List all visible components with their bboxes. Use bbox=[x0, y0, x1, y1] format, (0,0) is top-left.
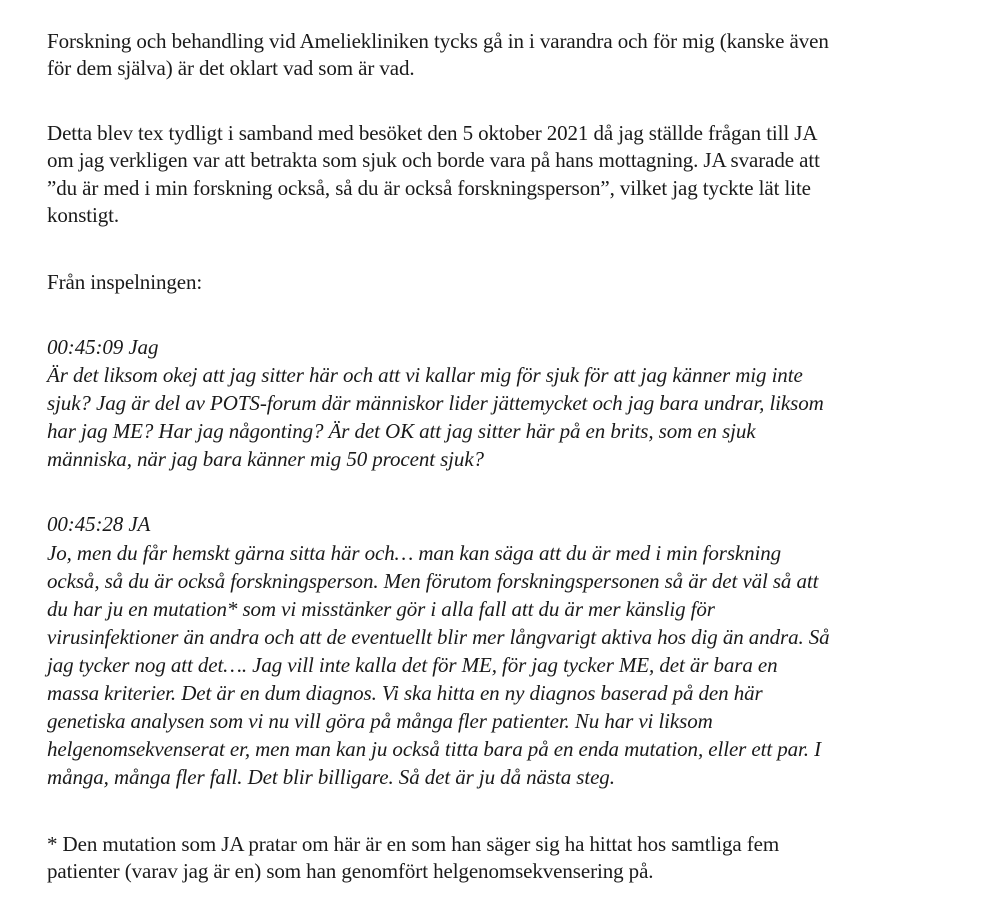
context-line-1: Detta blev tex tydligt i samband med besöket den 5 oktober 2021 då jag ställde frågan till JA bbox=[47, 121, 818, 145]
footnote-line-1: * Den mutation som JA pratar om här är en som han säger sig ha hittat hos samtliga fem bbox=[47, 832, 780, 856]
exchange-1-line-3: har jag ME? Har jag någonting? Är det OK att jag sitter här på en brits, som en sjuk bbox=[47, 419, 756, 443]
exchange-2-timestamp: 00:45:28 JA bbox=[47, 512, 151, 536]
exchange-2-line-9: många, många fler fall. Det blir billigare. Så det är ju då nästa steg. bbox=[47, 765, 615, 789]
exchange-2-line-6: massa kriterier. Det är en dum diagnos. Vi ska hitta en ny diagnos baserad på den här bbox=[47, 681, 763, 705]
exchange-2-line-3: du har ju en mutation* som vi misstänker gör i alla fall att du är mer känslig för bbox=[47, 597, 715, 621]
exchange-1-line-1: Är det liksom okej att jag sitter här och att vi kallar mig för sjuk för att jag känner mig inte bbox=[47, 363, 803, 387]
exchange-1-timestamp: 00:45:09 Jag bbox=[47, 335, 159, 359]
exchange-2-line-5: jag tycker nog att det…. Jag vill inte kalla det för ME, för jag tycker ME, det är bara en bbox=[47, 653, 778, 677]
context-line-3: ”du är med i min forskning också, så du är också forskningsperson”, vilket jag tyckte lät lite bbox=[47, 176, 811, 200]
context-line-2: om jag verkligen var att betrakta som sjuk och borde vara på hans mottagning. JA svarade att bbox=[47, 148, 820, 172]
intro-line-2: för dem själva) är det oklart vad som är vad. bbox=[47, 56, 415, 80]
context-line-4: konstigt. bbox=[47, 203, 120, 227]
intro-line-1: Forskning och behandling vid Ameliekliniken tycks gå in i varandra och för mig (kanske även bbox=[47, 29, 829, 53]
exchange-2-line-2: också, så du är också forskningsperson. Men förutom forskningspersonen så är det väl så att bbox=[47, 569, 819, 593]
exchange-2-line-1: Jo, men du får hemskt gärna sitta här och… man kan säga att du är med i min forskning bbox=[47, 541, 782, 565]
exchange-2-line-8: helgenomsekvenserat er, men man kan ju också titta bara på en enda mutation, eller ett par. I bbox=[47, 737, 821, 761]
footnote-line-2: patienter (varav jag är en) som han genomfört helgenomsekvensering på. bbox=[47, 859, 654, 883]
exchange-2-line-7: genetiska analysen som vi nu vill göra på många fler patienter. Nu har vi liksom bbox=[47, 709, 713, 733]
exchange-2-line-4: virusinfektioner än andra och att de eventuellt blir mer långvarigt aktiva hos dig än andra. Så bbox=[47, 625, 830, 649]
exchange-1-line-4: människa, när jag bara känner mig 50 procent sjuk? bbox=[47, 447, 484, 471]
exchange-1-line-2: sjuk? Jag är del av POTS-forum där människor lider jättemycket och jag bara undrar, liksom bbox=[47, 391, 824, 415]
recording-heading: Från inspelningen: bbox=[47, 270, 203, 294]
